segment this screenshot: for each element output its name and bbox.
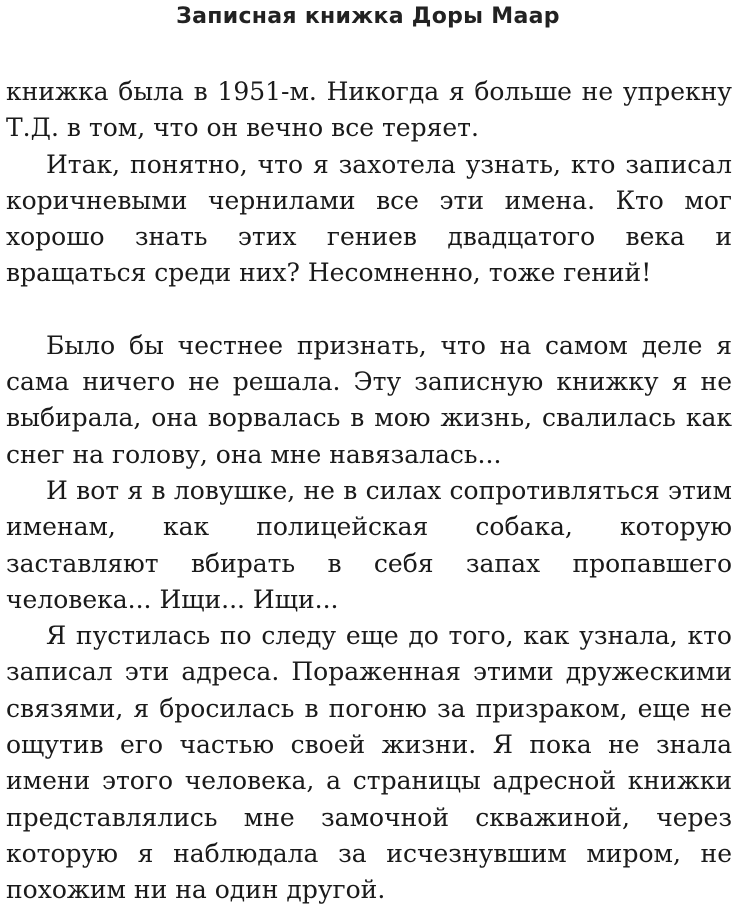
running-title: Записная книжка Доры Маар bbox=[176, 4, 560, 29]
page-body bbox=[6, 74, 732, 909]
paragraph-4: И вот я в ловушке, не в силах сопротивляться этим именам, как полицейская собака, которую заставляют вбирать в себя запах пропавшего человека... Ищи... Ищи... bbox=[6, 475, 732, 614]
paragraph-5: Я пустилась по следу еще до того, как узнала, кто записал эти адреса. Пораженная этими дружескими связями, я бросилась в погоню за призраком, еще не ощутив его частью своей жизни. Я пока не знала имени этого человека, а страницы адресной книжки представлялись мне замочной скважиной, через которую я наблюдала за исчезнувшим миром, не похожим ни на один другой. bbox=[6, 621, 732, 905]
paragraph-2: Итак, понятно, что я захотела узнать, кто записал коричневыми чернилами все эти имена. Кто мог хорошо знать этих гениев двадцатого века и вращаться среди них? Несомненно, тоже гений! bbox=[6, 149, 732, 288]
paragraph-1: книжка была в 1951-м. Никогда я больше не упрекну Т.Д. в том, что он вечно все теряет. bbox=[6, 77, 732, 143]
paragraph-3: Было бы честнее признать, что на самом деле я сама ничего не решала. Эту записную книжку я не выбирала, она ворвалась в мою жизнь, свалилась как снег на голову, она мне навязалась... bbox=[6, 330, 732, 469]
